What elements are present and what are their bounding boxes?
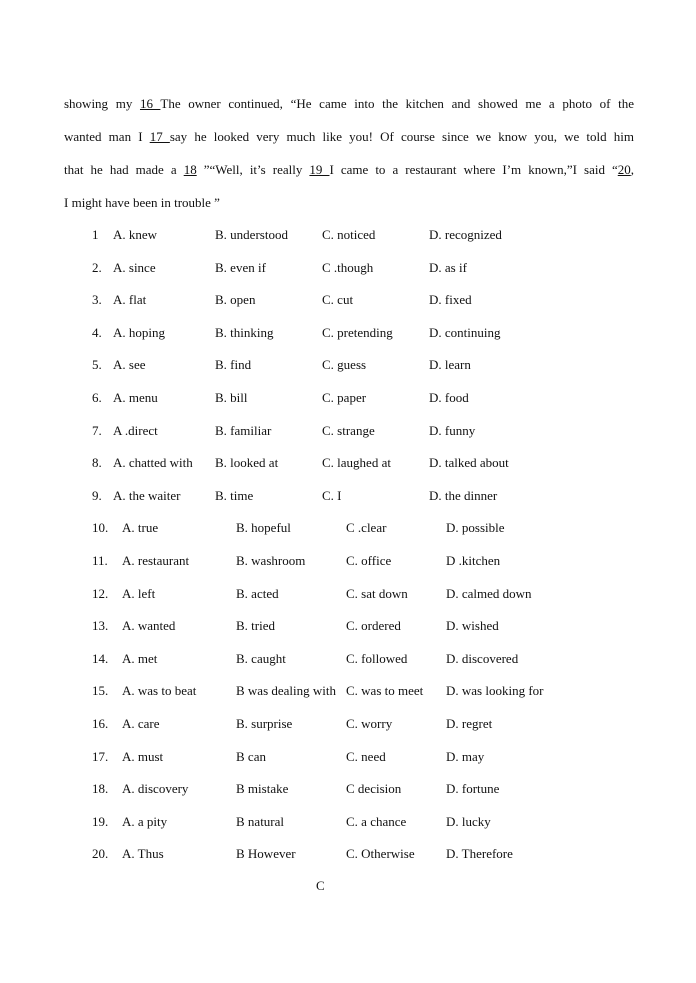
option-b: B However — [236, 846, 296, 862]
question-number: 13. — [92, 618, 109, 634]
option-c: C. guess — [322, 357, 367, 373]
option-a: A. was to beat — [122, 683, 197, 699]
option-c: C. followed — [346, 650, 408, 666]
question-number: 3. — [92, 292, 102, 308]
option-a: A .direct — [113, 422, 158, 438]
option-a: A. chatted with — [113, 455, 193, 471]
question-number: 11. — [92, 553, 108, 568]
option-b: B. even if — [215, 259, 266, 275]
option-c: C. Otherwise — [346, 846, 415, 862]
option-d: D. may — [446, 748, 485, 764]
question-row — [0, 520, 696, 536]
option-c: C. a chance — [346, 813, 407, 829]
option-b: B. washroom — [236, 553, 306, 568]
option-d: D. learn — [429, 357, 471, 373]
question-number: 5. — [92, 357, 102, 373]
option-d: D. food — [429, 390, 469, 405]
option-b: B. hopeful — [236, 520, 291, 536]
option-c: C. cut — [322, 292, 354, 308]
question-row — [0, 455, 696, 471]
question-row — [0, 683, 696, 699]
option-b: B was dealing with — [236, 683, 337, 699]
option-a: A. met — [122, 650, 158, 666]
question-number: 2. — [92, 259, 102, 275]
option-a: A. must — [122, 748, 164, 764]
option-a: A. true — [122, 520, 159, 536]
question-row — [0, 260, 696, 276]
option-d: D. fixed — [429, 292, 472, 308]
option-c: C. laughed at — [322, 455, 391, 471]
question-row — [0, 618, 696, 634]
question-number: 1 — [92, 227, 99, 242]
option-a: A. menu — [113, 390, 158, 405]
option-a: A. since — [113, 259, 156, 275]
option-a: A. restaurant — [122, 553, 190, 568]
passage-text: The owner continued, “He came into the kitchen and showed me a photo of the — [160, 96, 634, 111]
option-d: D. was looking for — [446, 683, 544, 699]
option-d: D. regret — [446, 716, 493, 731]
question-number: 18. — [92, 781, 109, 797]
option-d: D. the dinner — [429, 487, 498, 503]
question-row — [0, 325, 696, 341]
option-a: A. Thus — [122, 846, 164, 862]
question-row — [0, 423, 696, 439]
option-b: B. thinking — [215, 324, 274, 340]
question-row — [0, 716, 696, 732]
option-d: D. lucky — [446, 813, 491, 829]
option-b: B. acted — [236, 585, 279, 601]
blank-19: 19 — [309, 162, 330, 177]
option-c: C. sat down — [346, 585, 408, 601]
option-b: B. familiar — [215, 422, 272, 438]
question-number: 20. — [92, 846, 109, 862]
question-row — [0, 586, 696, 602]
option-a: A. flat — [113, 292, 147, 308]
passage-text: ”“Well, it’s really — [196, 162, 310, 177]
question-number: 10. — [92, 520, 109, 536]
question-row — [0, 292, 696, 308]
option-c: C. strange — [322, 422, 375, 438]
question-number: 6. — [92, 390, 102, 405]
option-d: D. possible — [446, 520, 505, 536]
blank-17: 17 — [149, 129, 170, 144]
question-row — [0, 781, 696, 797]
option-d: D. recognized — [429, 227, 502, 242]
blank-18: 18 — [183, 162, 197, 177]
option-c: C .though — [322, 259, 374, 275]
question-row — [0, 227, 696, 243]
option-c: C. ordered — [346, 618, 401, 634]
option-b: B mistake — [236, 781, 289, 797]
question-row — [0, 357, 696, 373]
option-c: C. office — [346, 553, 392, 568]
option-b: B can — [236, 748, 266, 764]
option-d: D. funny — [429, 422, 476, 438]
option-d: D .kitchen — [446, 553, 501, 568]
question-number: 16. — [92, 716, 109, 731]
option-b: B. bill — [215, 390, 248, 405]
question-row — [0, 846, 696, 862]
option-b: B. caught — [236, 650, 286, 666]
question-number: 9. — [92, 487, 102, 503]
option-a: A. see — [113, 357, 146, 373]
option-c: C. need — [346, 748, 386, 764]
passage-line-4: I might have been in trouble ” — [64, 195, 220, 210]
question-number: 19. — [92, 813, 109, 829]
option-d: D. calmed down — [446, 585, 532, 601]
question-row — [0, 651, 696, 667]
question-number: 17. — [92, 748, 109, 764]
option-b: B. time — [215, 487, 254, 503]
option-c: C. worry — [346, 716, 393, 731]
passage-line-1 — [64, 96, 634, 112]
passage-text: , — [630, 162, 635, 177]
question-number: 7. — [92, 422, 102, 438]
option-c: C .clear — [346, 520, 387, 536]
option-b: B. open — [215, 292, 256, 308]
option-a: A. the waiter — [113, 487, 181, 503]
question-number: 8. — [92, 455, 102, 471]
passage-text: I came to a restaurant where I’m known,”I said “ — [329, 162, 618, 177]
option-d: D. talked about — [429, 455, 509, 471]
question-row — [0, 488, 696, 504]
option-c: C. pretending — [322, 324, 393, 340]
passage-text: say he looked very much like you! Of course since we know you, we told him — [169, 129, 635, 144]
option-b: B. tried — [236, 618, 275, 634]
passage-text: showing my — [64, 96, 140, 111]
passage-line-2 — [64, 129, 634, 145]
option-a: A. left — [122, 585, 156, 601]
question-row — [0, 390, 696, 406]
blank-16: 16 — [139, 96, 161, 111]
blank-20: 20 — [617, 162, 631, 177]
option-b: B. understood — [215, 227, 288, 242]
footer-letter: C — [316, 878, 325, 893]
option-c: C. paper — [322, 390, 367, 405]
option-c: C decision — [346, 781, 402, 797]
passage-text: that he had made a — [64, 162, 184, 177]
option-d: D. as if — [429, 259, 467, 275]
option-b: B. find — [215, 357, 252, 373]
question-number: 12. — [92, 585, 109, 601]
option-d: D. wished — [446, 618, 499, 634]
option-a: A. care — [122, 716, 160, 731]
option-a: A. a pity — [122, 813, 168, 829]
option-d: D. discovered — [446, 650, 519, 666]
question-row — [0, 553, 696, 569]
option-b: B. looked at — [215, 455, 279, 471]
option-a: A. knew — [113, 227, 158, 242]
question-number: 15. — [92, 683, 109, 699]
passage-line-3 — [64, 162, 634, 178]
option-b: B natural — [236, 813, 285, 829]
question-row — [0, 749, 696, 765]
question-number: 4. — [92, 324, 102, 340]
option-c: C. was to meet — [346, 683, 424, 699]
option-c: C. noticed — [322, 227, 376, 242]
passage-text: wanted man I — [64, 129, 150, 144]
option-a: A. hoping — [113, 324, 165, 340]
option-d: D. continuing — [429, 324, 501, 340]
option-a: A. discovery — [122, 781, 189, 797]
option-d: D. fortune — [446, 781, 500, 797]
option-c: C. I — [322, 487, 342, 503]
option-d: D. Therefore — [446, 846, 513, 862]
question-row — [0, 814, 696, 830]
option-b: B. surprise — [236, 716, 293, 731]
question-number: 14. — [92, 650, 109, 666]
option-a: A. wanted — [122, 618, 176, 634]
